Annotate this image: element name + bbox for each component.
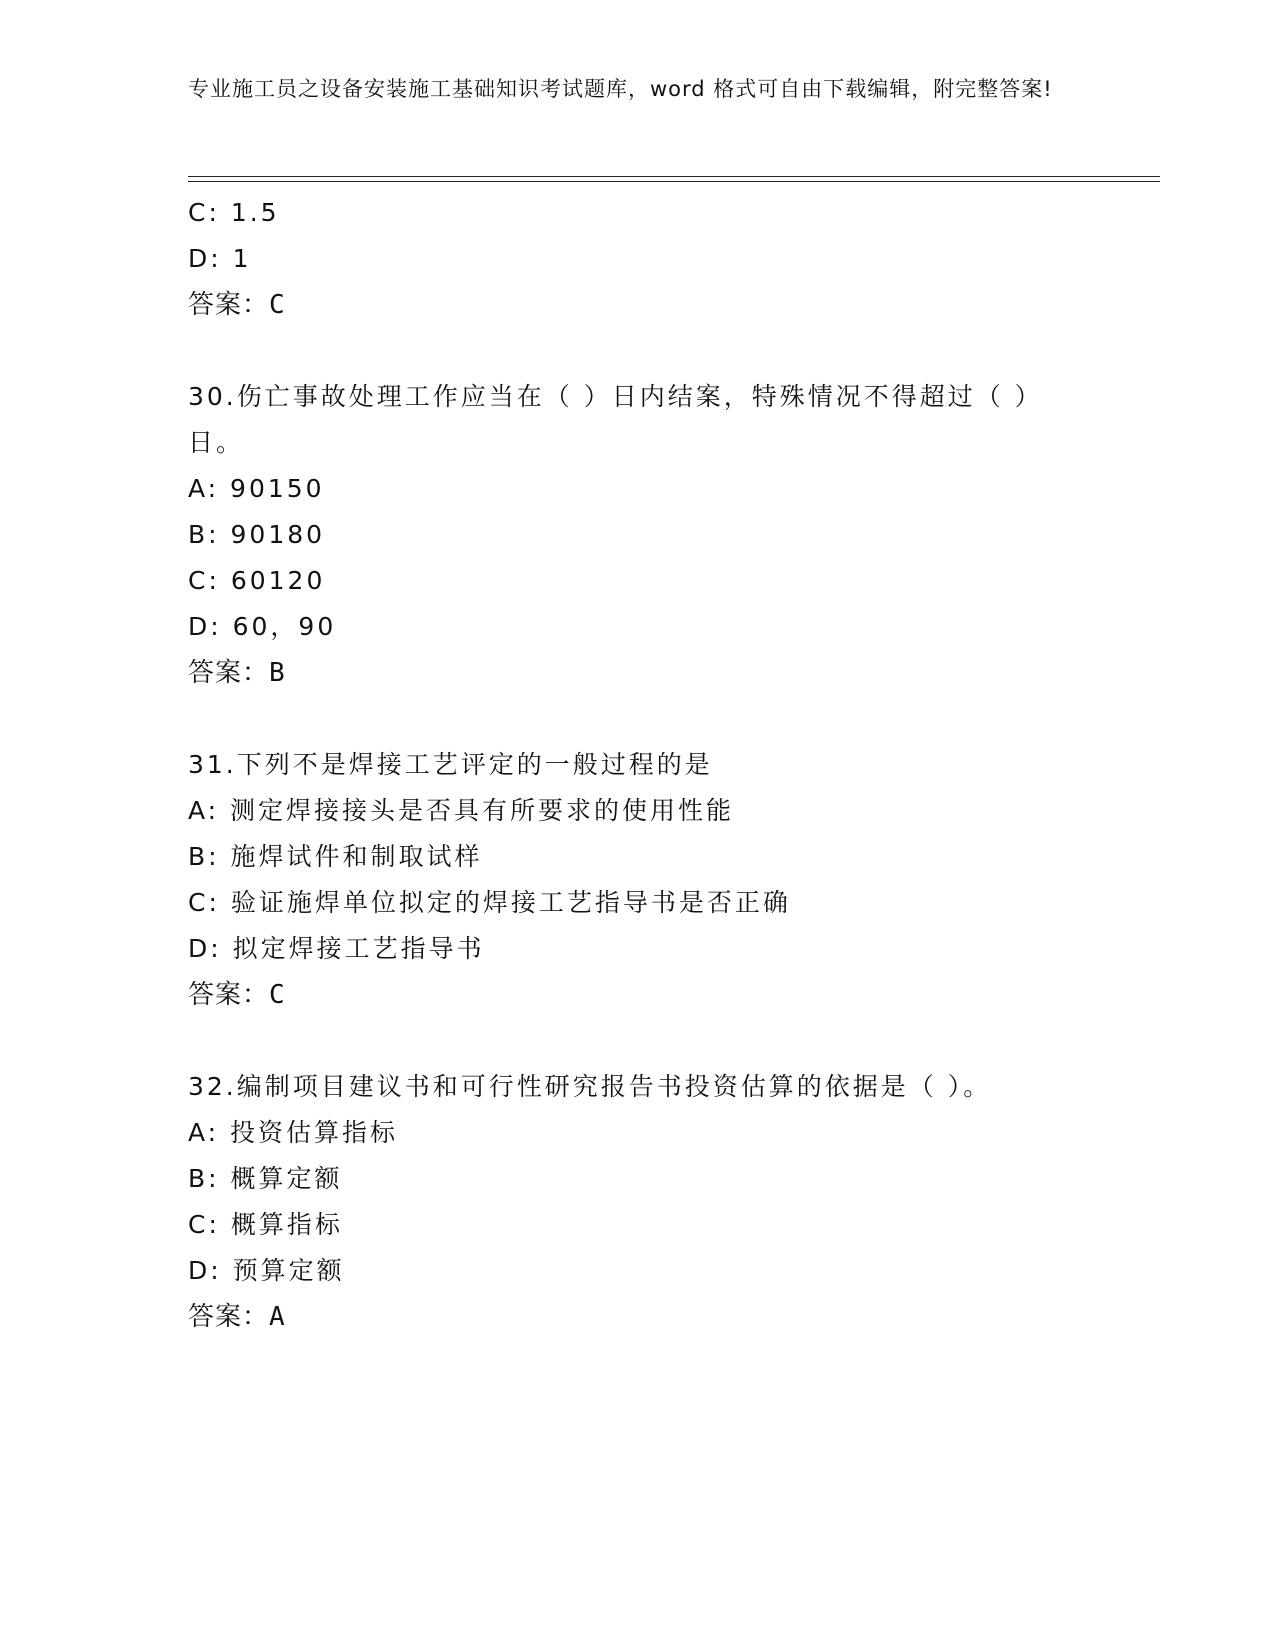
spacer — [188, 328, 1088, 374]
answer-value: C — [269, 980, 286, 1010]
spacer — [188, 1018, 1088, 1064]
answer-label: 答案： — [188, 980, 270, 1010]
option-a: A: 测定焊接接头是否具有所要求的使用性能 — [188, 796, 735, 825]
answer-value: C — [269, 290, 286, 320]
header-rule-top — [188, 176, 1160, 177]
option-b: B: 90180 — [188, 520, 326, 549]
answer-label: 答案： — [188, 658, 270, 688]
answer-line — [188, 1294, 1088, 1340]
option-a: A: 90150 — [188, 474, 325, 503]
answer-line — [188, 282, 1088, 328]
option-c: C: 60120 — [188, 566, 326, 595]
question-31 — [188, 742, 1088, 1018]
question-30 — [188, 374, 1088, 696]
answer-line — [188, 650, 1088, 696]
option-b: B: 施焊试件和制取试样 — [188, 842, 483, 871]
question-content — [188, 190, 1088, 1340]
answer-line — [188, 972, 1088, 1018]
option-b: B: 概算定额 — [188, 1164, 343, 1193]
continuation-block — [188, 190, 1088, 328]
option-d: D: 1 — [188, 244, 252, 273]
answer-label: 答案： — [188, 1302, 270, 1332]
option-d: D: 60，90 — [188, 612, 337, 641]
option-c: C: 验证施焊单位拟定的焊接工艺指导书是否正确 — [188, 888, 791, 917]
option-d: D: 预算定额 — [188, 1256, 345, 1285]
option-c: C: 概算指标 — [188, 1210, 343, 1239]
page-header: 专业施工员之设备安装施工基础知识考试题库，word 格式可自由下载编辑，附完整答案! — [188, 77, 1053, 101]
option-a: A: 投资估算指标 — [188, 1118, 399, 1147]
option-d: D: 拟定焊接工艺指导书 — [188, 934, 485, 963]
answer-label: 答案： — [188, 290, 270, 320]
option-c: C: 1.5 — [188, 198, 280, 227]
question-title: 32.编制项目建议书和可行性研究报告书投资估算的依据是（ ）。 — [188, 1072, 992, 1101]
question-title: 30.伤亡事故处理工作应当在（ ）日内结案，特殊情况不得超过（ ）日。 — [188, 382, 1043, 457]
header-rule-bottom — [188, 181, 1160, 182]
spacer — [188, 696, 1088, 742]
question-title: 31.下列不是焊接工艺评定的一般过程的是 — [188, 750, 713, 779]
answer-value: A — [269, 1302, 286, 1332]
question-32 — [188, 1064, 1088, 1340]
answer-value: B — [269, 658, 286, 688]
